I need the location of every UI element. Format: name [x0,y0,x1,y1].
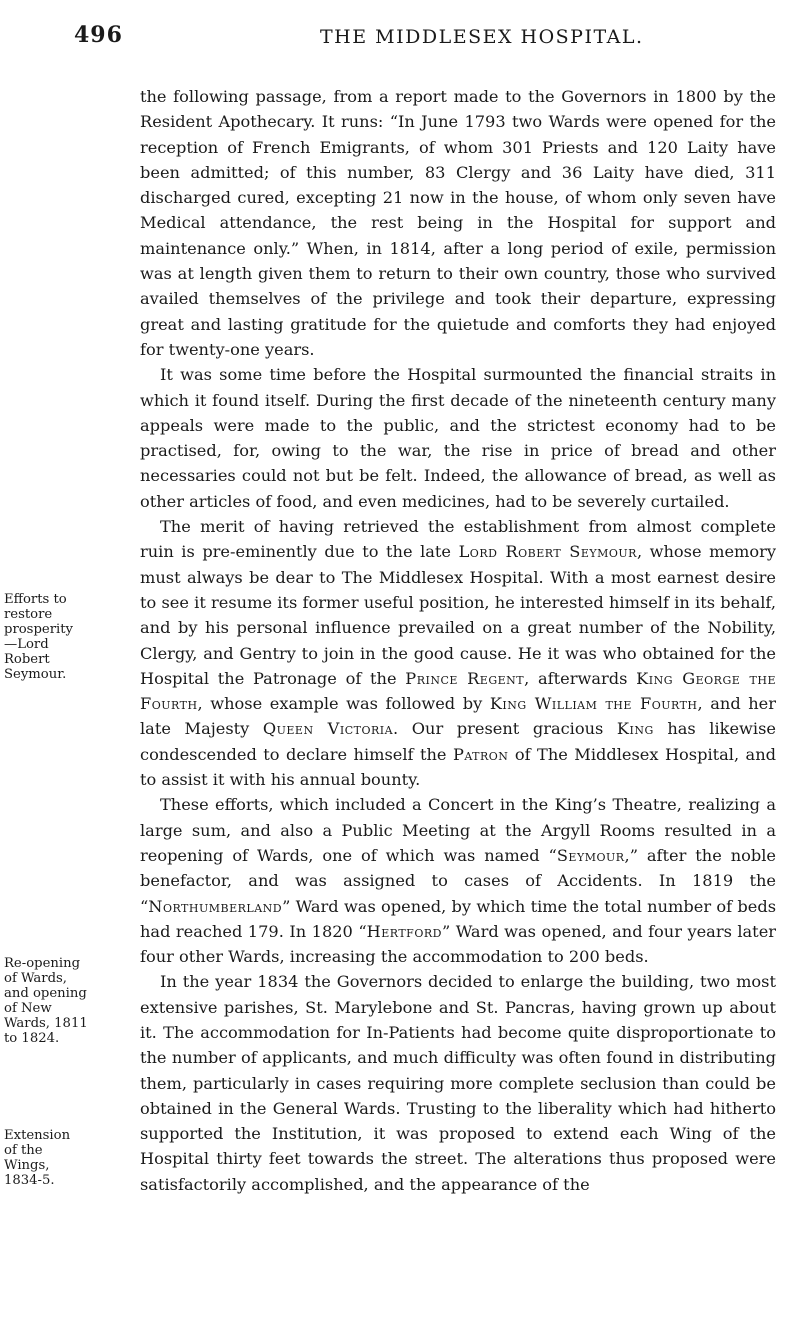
name-patron: Patron [452,744,509,764]
sidenote-line: and opening [4,986,87,1001]
sidenote-extension [4,1128,134,1188]
paragraph-french-emigrants: the following passage, from a report made to the Governors in 1800 by the Resident Apothecary. It runs: “In June 1793 two Wards were opened for the reception of French Emigrants, of whom 301 Priests and 120 Laity have been admitted; of this number, 83 Clergy and 36 Laity have died, 311 discharged cured, excepting 21 now in the house, of whom only seven have Medical attendance, the rest being in the Hospital for support and maintenance only.” When, in 1814, after a long period of exile, permission was at length given them to return to their own country, those who survived availed themselves of the privilege and took their departure, expressing great and lasting gratitude for the quietude and comforts they had enjoyed for twenty-one years. [140,87,776,359]
sidenote-line: Efforts to [4,592,67,607]
text-run: has likewise condescended to declare himself the [140,719,776,764]
name-king: King [616,719,654,739]
text-run: ” Ward was opened, and four years later four other Wards, increasing the accommodation to 200 beds. [140,921,777,967]
page-number: 496 [74,22,123,48]
ward-hertford: Hertford [366,921,442,941]
text-run: of The Middlesex Hospital, and to assist it with his annual bounty. [140,744,776,790]
paragraph-financial-straits: It was some time before the Hospital surmounted the financial straits in which it found itself. During the first decade of the nineteenth century many appeals were made to the public, and the strictest economy had to be practised, for, owing to the war, the rise in price of bread and other necessaries could not but be felt. Indeed, the allowance of bread, as well as other articles of food, and even medicines, had to be severely curtailed. [140,365,776,511]
sidenote-line: Wings, [4,1158,50,1173]
sidenote-line: Wards, 1811 [4,1016,88,1031]
text-run: , whose memory must always be dear to The Middlesex Hospital. With a most earnest desire to see it resume its former useful position, he interested himself in its behalf, and by his personal influence prevailed on a great number of the Nobility, Clergy, and Gentry to join in the good cause. He it was who obtained for the Hospital the Patronage of the [140,542,777,688]
sidenote-line: prosperity [4,622,73,637]
name-queen-victoria: Queen Victoria [262,719,394,739]
sidenote-line: of New [4,1001,52,1016]
sidenote-line: Seymour. [4,667,67,682]
text-run: . Our present gracious [393,719,604,739]
text-run: The merit of having retrieved the establishment from almost complete ruin is pre-eminently due to the late [140,517,776,562]
page-header [0,22,801,62]
paragraph-extension-wings: In the year 1834 the Governors decided to enlarge the building, two most extensive parishes, St. Marylebone and St. Pancras, having grown up about it. The accommodation for In-Patients had become quite disproportionate to the number of applicants, and much difficulty was often found in distributing them, particularly in cases requiring more complete seclusion than could be obtained in the General Wards. Trusting to the liberality which had hitherto supported the Institution, it was proposed to extend each Wing of the Hospital thirty feet towards the street. The alterations thus proposed were satisfactorily accomplished, and the appearance of the [140,972,776,1194]
name-king-george: King George the Fourth [140,668,776,714]
sidenote-line: Re-opening [4,956,81,971]
sidenote-line: 1834-5. [4,1173,55,1188]
text-run: , afterwards [524,668,628,688]
name-lord-robert-seymour: Lord Robert Seymour [458,542,637,562]
body-text [140,84,776,1197]
sidenote-line: —Lord [4,637,49,652]
ward-seymour: Seymour [556,845,625,865]
text-run: ,” after the noble benefactor, and was assigned to cases of Accidents. In 1819 the “ [140,845,776,916]
sidenote-line: of Wards, [4,971,67,986]
sidenote-line: to 1824. [4,1031,60,1046]
running-head: THE MIDDLESEX HOSPITAL. [320,26,644,48]
text-run: , whose example was followed by [197,694,483,714]
name-prince-regent: Prince Regent [405,668,525,688]
sidenote-efforts [4,592,134,682]
sidenote-line: Extension [4,1128,71,1143]
sidenote-line: of the [4,1143,43,1158]
name-king-william: King William the Fourth [489,694,698,714]
text-run: These efforts, which included a Concert in the King’s Theatre, realizing a large sum, and also a Public Meeting at the Argyll Rooms resulted in a reopening of Wards, one of which was named “ [140,795,776,865]
text-run: ” Ward was opened, by which time the total number of beds had reached 179. In 1820 “ [140,896,776,941]
paragraph-reopening-wards [140,792,776,969]
text-run: , and her late Majesty [140,694,776,739]
paragraph-lord-robert-seymour [140,514,776,792]
ward-northumberland: Northumberland [148,896,283,916]
sidenote-line: Robert [4,652,50,667]
sidenote-line: restore [4,607,53,622]
sidenote-reopening [4,956,134,1046]
